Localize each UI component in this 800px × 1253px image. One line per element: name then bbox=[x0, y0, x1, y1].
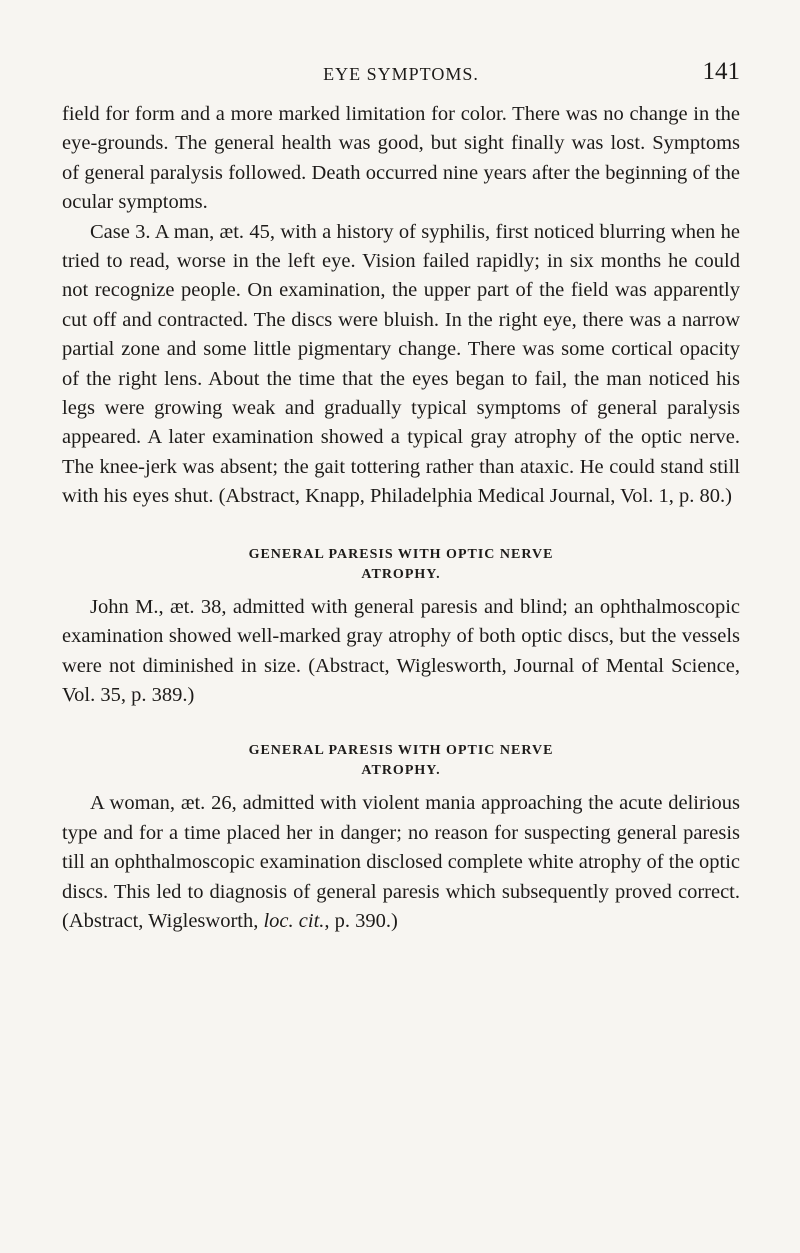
spacer bbox=[62, 512, 740, 545]
section-heading-2 bbox=[62, 741, 740, 781]
spacer bbox=[62, 781, 740, 789]
section-heading-2-line-1: GENERAL PARESIS WITH OPTIC NERVE bbox=[248, 743, 554, 759]
spacer bbox=[62, 710, 740, 741]
page-number: 141 bbox=[702, 58, 740, 85]
spacer bbox=[62, 585, 740, 593]
section-heading-1 bbox=[62, 545, 740, 585]
section-heading-1-line-2: ATROPHY. bbox=[361, 566, 441, 582]
citation-italic: loc. cit. bbox=[263, 909, 325, 932]
paragraph-case-3: Case 3. A man, æt. 45, with a history of syphilis, first noticed blurring when he tried to read, worse in the left eye. Vision failed rapidly; in six months he could not recognize people. On examination, the upper part of the field was apparently cut off and contracted. The discs were bluish. In the right eye, there was a narrow partial zone and some little pigmentary change. There was some cortical opacity of the right lens. About the time that the eyes began to fail, the man noticed his legs were growing weak and gradually typical symptoms of general paralysis appeared. A later examination showed a typical gray atrophy of the optic nerve. The knee-jerk was absent; the gait tottering rather than ataxic. He could stand still with his eyes shut. (Abstract, Knapp, Philadelphia Medical Journal, Vol. 1, p. 80.) bbox=[62, 220, 740, 508]
paragraph-woman-case-end: , p. 390.) bbox=[324, 909, 398, 932]
section-heading-1-line-1: GENERAL PARESIS WITH OPTIC NERVE bbox=[248, 546, 554, 562]
running-title: EYE SYMPTOMS. bbox=[323, 64, 479, 84]
book-page bbox=[62, 56, 740, 936]
paragraph-john-m: John M., æt. 38, admitted with general paresis and blind; an ophthalmoscopic examination showed well-marked gray atrophy of both optic discs, but the vessels were not diminished in size. (Abstract, Wiglesworth, Journal of Mental Science, Vol. 35, p. 389.) bbox=[62, 595, 740, 706]
running-head bbox=[62, 56, 740, 100]
paragraph-woman-case-text: A woman, æt. 26, admitted with violent mania approaching the acute delirious type and for a time placed her in danger; no reason for suspecting general paresis till an ophthalmoscopic examination disclosed complete white atrophy of the optic discs. This led to diagnosis of general paresis which subsequently proved correct. (Abstract, Wiglesworth, bbox=[62, 792, 740, 932]
paragraph-continuation: field for form and a more marked limitation for color. There was no change in the eye-grounds. The general health was good, but sight finally was lost. Symptoms of general paralysis followed. Death occurred nine years after the beginning of the ocular symptoms. bbox=[62, 103, 740, 214]
paragraph-woman-case bbox=[62, 789, 740, 936]
section-heading-2-line-2: ATROPHY. bbox=[361, 763, 441, 779]
